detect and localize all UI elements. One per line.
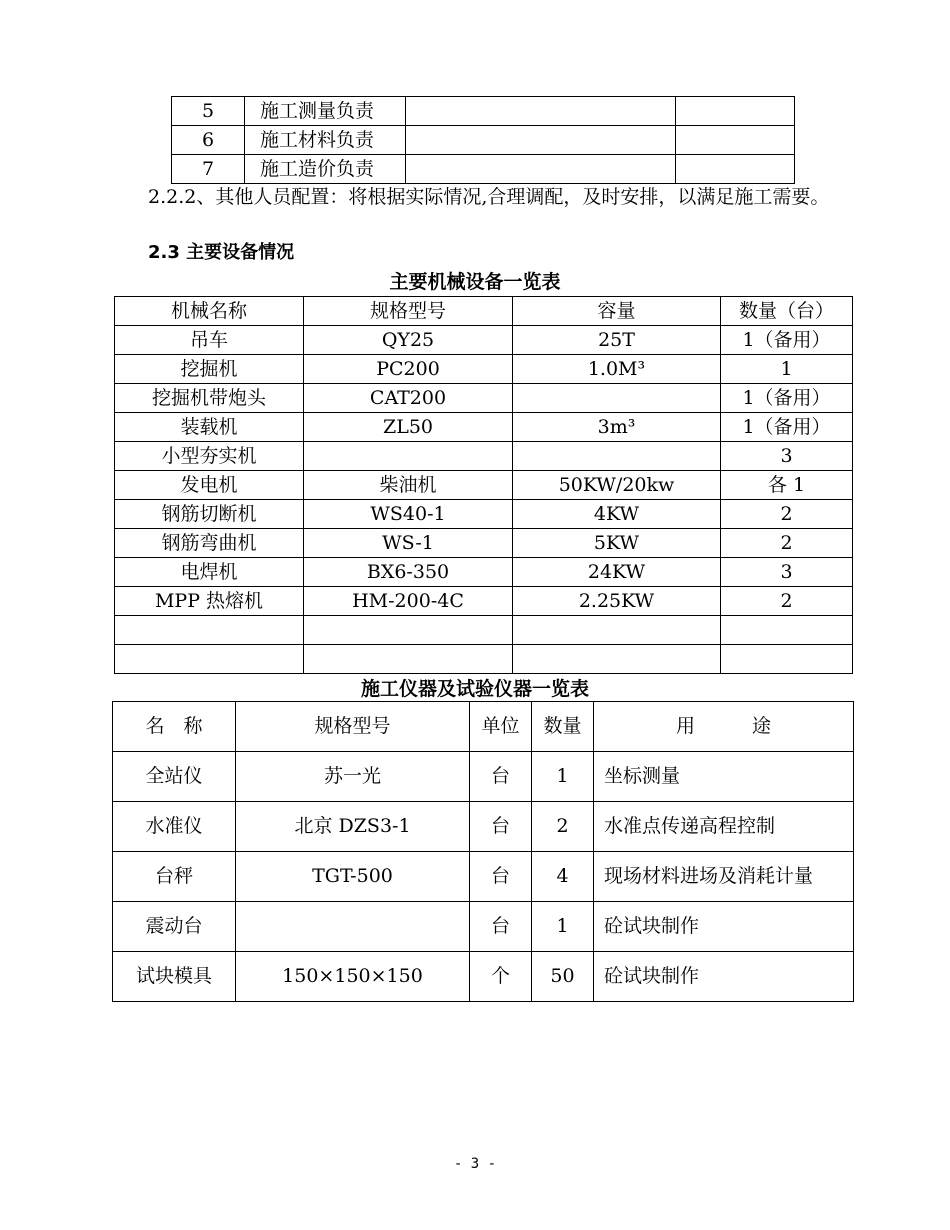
table-row xyxy=(115,558,853,587)
table-cell: 3 xyxy=(721,558,853,587)
table-row xyxy=(113,952,854,1002)
table-cell xyxy=(513,616,721,645)
section-heading: 2.3 主要设备情况 xyxy=(148,242,295,263)
table-cell: BX6-350 xyxy=(304,558,513,587)
table-row xyxy=(113,752,854,802)
staff-empty-cell xyxy=(406,97,676,126)
table-cell: WS-1 xyxy=(304,529,513,558)
table-row xyxy=(172,126,795,155)
table-cell xyxy=(721,645,853,674)
table-cell: 水准仪 xyxy=(113,802,236,852)
table-row xyxy=(115,587,853,616)
table-cell: 台秤 xyxy=(113,852,236,902)
table-row xyxy=(113,802,854,852)
table-cell: 全站仪 xyxy=(113,752,236,802)
table-cell: 2 xyxy=(721,587,853,616)
table-cell: 小型夯实机 xyxy=(115,442,304,471)
staff-empty-cell xyxy=(406,155,676,184)
table-cell: 台 xyxy=(470,802,532,852)
table-row xyxy=(172,155,795,184)
table-cell: 柴油机 xyxy=(304,471,513,500)
table-cell: 1（备用） xyxy=(721,326,853,355)
table-cell: 1（备用） xyxy=(721,384,853,413)
table-cell: 砼试块制作 xyxy=(594,902,854,952)
table-cell xyxy=(513,384,721,413)
table-row xyxy=(115,413,853,442)
table-cell: 2 xyxy=(532,802,594,852)
table-row xyxy=(115,471,853,500)
table-cell: 3m³ xyxy=(513,413,721,442)
table-cell: 1.0M³ xyxy=(513,355,721,384)
column-header: 单位 xyxy=(470,702,532,752)
table-cell: 5KW xyxy=(513,529,721,558)
table-cell: 1 xyxy=(721,355,853,384)
table-cell xyxy=(236,902,470,952)
table-cell: CAT200 xyxy=(304,384,513,413)
table-row xyxy=(115,500,853,529)
table-cell: HM-200-4C xyxy=(304,587,513,616)
table-row xyxy=(115,326,853,355)
table-cell xyxy=(304,442,513,471)
table-row xyxy=(172,97,795,126)
instrument-table xyxy=(112,701,854,1002)
staff-empty-cell xyxy=(406,126,676,155)
staff-empty-cell xyxy=(676,155,795,184)
table-row xyxy=(113,852,854,902)
table-cell: 钢筋弯曲机 xyxy=(115,529,304,558)
staff-role-cell: 施工测量负责 xyxy=(245,97,406,126)
table-cell: WS40-1 xyxy=(304,500,513,529)
table-cell: 北京 DZS3-1 xyxy=(236,802,470,852)
table-header-row xyxy=(115,297,853,326)
staff-number-cell: 6 xyxy=(172,126,245,155)
table-cell: 钢筋切断机 xyxy=(115,500,304,529)
machinery-table xyxy=(114,296,853,674)
staff-role-cell: 施工造价负责 xyxy=(245,155,406,184)
instrument-table-caption: 施工仪器及试验仪器一览表 xyxy=(360,678,589,700)
table-cell: 坐标测量 xyxy=(594,752,854,802)
table-cell: 吊车 xyxy=(115,326,304,355)
table-cell: QY25 xyxy=(304,326,513,355)
column-header: 容量 xyxy=(513,297,721,326)
column-header: 机械名称 xyxy=(115,297,304,326)
machinery-table-caption: 主要机械设备一览表 xyxy=(389,271,561,293)
table-cell: 装载机 xyxy=(115,413,304,442)
staff-role-cell: 施工材料负责 xyxy=(245,126,406,155)
column-header: 名 称 xyxy=(113,702,236,752)
staff-empty-cell xyxy=(676,126,795,155)
table-cell: 现场材料进场及消耗计量 xyxy=(594,852,854,902)
table-cell xyxy=(513,645,721,674)
column-header: 数量（台） xyxy=(721,297,853,326)
table-cell: 2 xyxy=(721,529,853,558)
table-cell: 1 xyxy=(532,752,594,802)
other-staff-paragraph: 2.2.2、其他人员配置：将根据实际情况,合理调配，及时安排，以满足施工需要。 xyxy=(148,186,830,208)
table-cell: 挖掘机带炮头 xyxy=(115,384,304,413)
column-header: 用 途 xyxy=(594,702,854,752)
table-cell xyxy=(115,616,304,645)
page-number: - 3 - xyxy=(453,1156,497,1172)
table-cell: 台 xyxy=(470,902,532,952)
table-cell: 试块模具 xyxy=(113,952,236,1002)
table-cell: 发电机 xyxy=(115,471,304,500)
table-cell: 1 xyxy=(532,902,594,952)
table-row xyxy=(113,902,854,952)
staff-number-cell: 7 xyxy=(172,155,245,184)
staff-table xyxy=(171,96,795,184)
table-cell: 4 xyxy=(532,852,594,902)
column-header: 规格型号 xyxy=(304,297,513,326)
table-cell: 3 xyxy=(721,442,853,471)
table-cell: 1（备用） xyxy=(721,413,853,442)
table-cell: 25T xyxy=(513,326,721,355)
table-cell xyxy=(513,442,721,471)
staff-empty-cell xyxy=(676,97,795,126)
table-cell: 台 xyxy=(470,852,532,902)
table-cell: 挖掘机 xyxy=(115,355,304,384)
table-cell xyxy=(115,645,304,674)
table-cell: 150×150×150 xyxy=(236,952,470,1002)
table-row xyxy=(115,355,853,384)
table-cell: 50 xyxy=(532,952,594,1002)
table-cell: 水准点传递高程控制 xyxy=(594,802,854,852)
column-header: 规格型号 xyxy=(236,702,470,752)
table-cell: 2 xyxy=(721,500,853,529)
table-row xyxy=(115,616,853,645)
table-cell: 2.25KW xyxy=(513,587,721,616)
table-row xyxy=(115,645,853,674)
table-cell: 4KW xyxy=(513,500,721,529)
table-cell: 各 1 xyxy=(721,471,853,500)
table-cell: TGT-500 xyxy=(236,852,470,902)
table-cell: PC200 xyxy=(304,355,513,384)
table-cell: 台 xyxy=(470,752,532,802)
table-row xyxy=(115,384,853,413)
table-cell: 电焊机 xyxy=(115,558,304,587)
table-cell: 50KW/20kw xyxy=(513,471,721,500)
column-header: 数量 xyxy=(532,702,594,752)
table-cell: ZL50 xyxy=(304,413,513,442)
table-cell xyxy=(721,616,853,645)
table-cell: 苏一光 xyxy=(236,752,470,802)
table-row xyxy=(115,442,853,471)
table-cell: 24KW xyxy=(513,558,721,587)
table-cell xyxy=(304,616,513,645)
table-cell: 震动台 xyxy=(113,902,236,952)
table-header-row xyxy=(113,702,854,752)
table-row xyxy=(115,529,853,558)
table-cell: 个 xyxy=(470,952,532,1002)
table-cell: 砼试块制作 xyxy=(594,952,854,1002)
staff-number-cell: 5 xyxy=(172,97,245,126)
table-cell: MPP 热熔机 xyxy=(115,587,304,616)
table-cell xyxy=(304,645,513,674)
